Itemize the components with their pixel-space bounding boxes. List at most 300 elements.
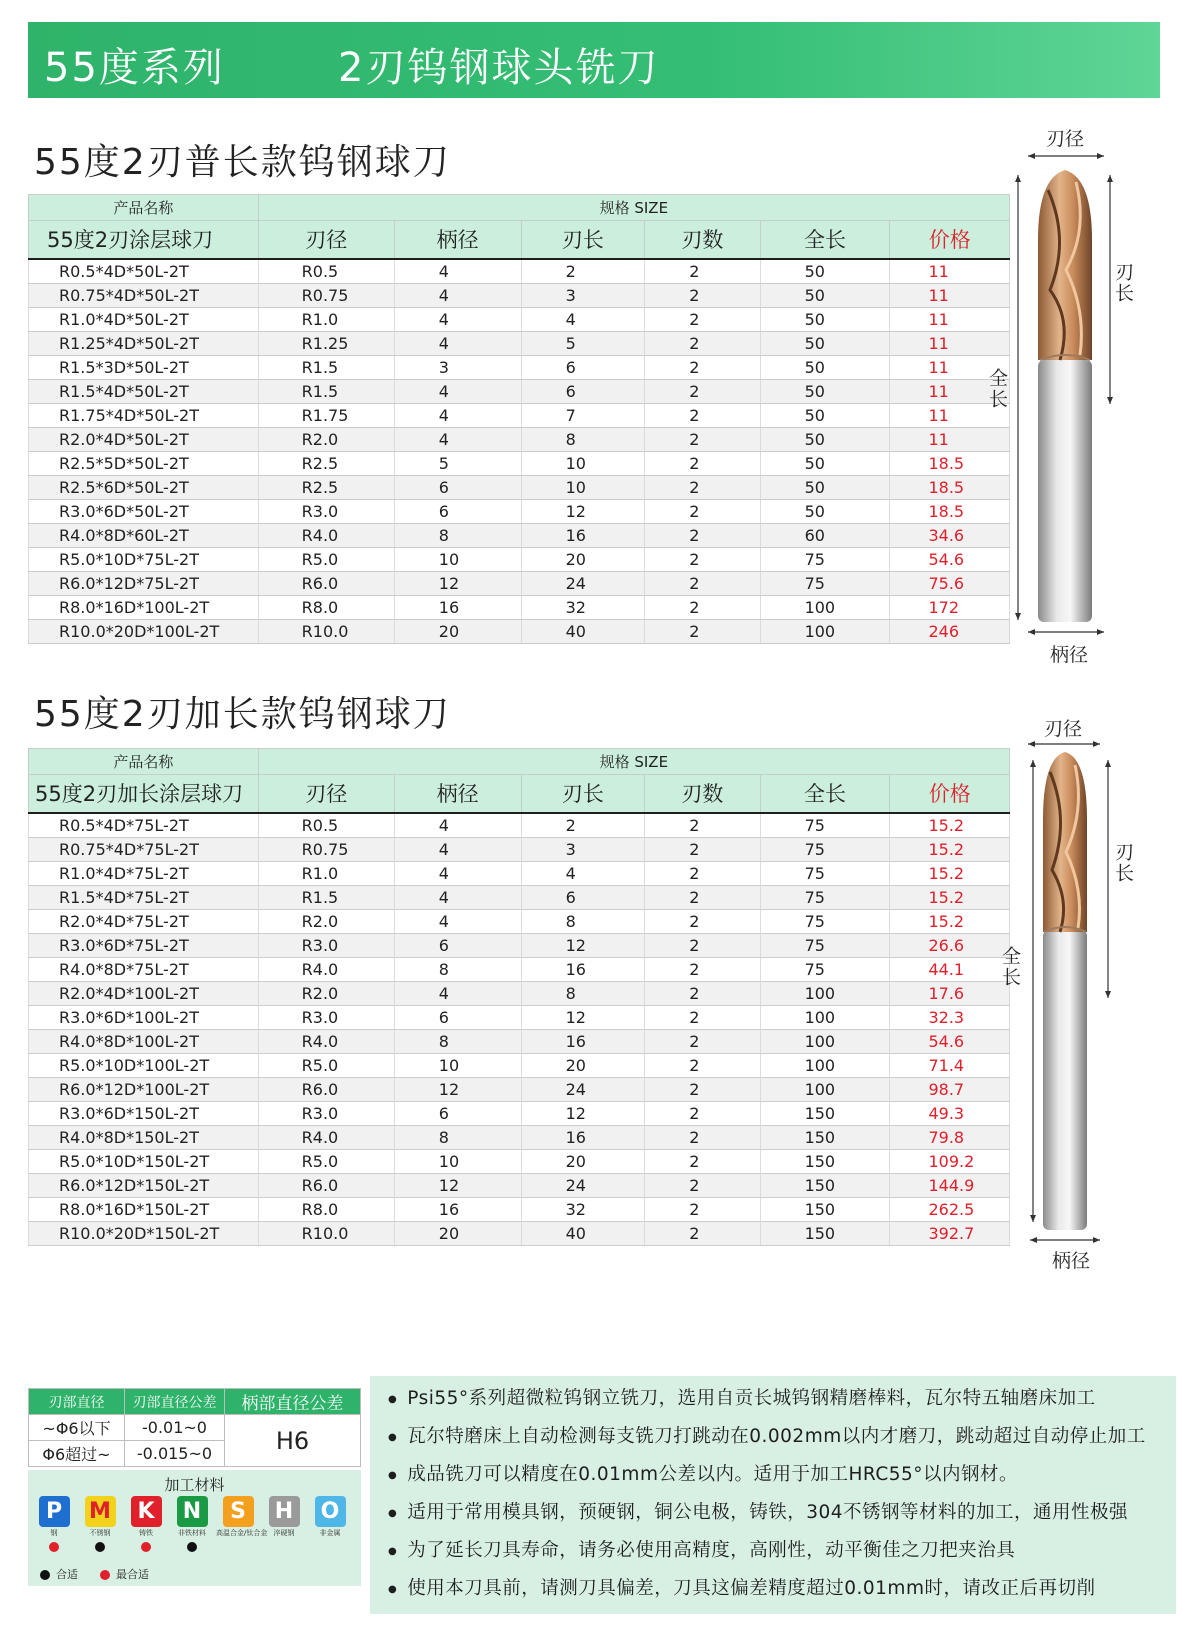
note-item: ● 成品铣刀可以精度在0.01mm公差以内。适用于加工HRC55°以内钢材。	[388, 1460, 1018, 1486]
cell-flutes: 2	[645, 307, 760, 331]
cell-blade-radius: R2.0	[258, 981, 394, 1005]
cell-flutes: 2	[645, 1221, 760, 1245]
cell-shank-diameter: 10	[394, 1149, 521, 1173]
table-row	[29, 595, 1010, 619]
label-total-length: 全长	[999, 946, 1021, 988]
suitability-dot	[141, 1542, 151, 1552]
cell-price: 54.6	[890, 547, 1010, 571]
cell-blade-length: 8	[521, 427, 645, 451]
suitability-dot	[233, 1542, 243, 1552]
materials-panel	[28, 1470, 361, 1586]
cell-product-model: R1.0*4D*50L-2T	[29, 307, 259, 331]
cell-shank-diameter: 12	[394, 1077, 521, 1101]
materials-title: 加工材料	[164, 1476, 225, 1494]
cell-flutes: 2	[645, 379, 760, 403]
end-mill-illustration	[1000, 710, 1170, 1250]
cell-total-length: 150	[760, 1149, 890, 1173]
cell-flutes: 2	[645, 1005, 760, 1029]
cell-product-model: R2.0*4D*50L-2T	[29, 427, 259, 451]
cell-price: 11	[890, 307, 1010, 331]
suitability-dot	[279, 1542, 289, 1552]
cell-flutes: 2	[645, 283, 760, 307]
tol-dia-row1: ~Φ6以下	[29, 1415, 125, 1441]
table-row	[29, 981, 1010, 1005]
suitability-dot	[95, 1542, 105, 1552]
cell-blade-radius: R1.5	[258, 379, 394, 403]
col-total-length: 全长	[760, 775, 890, 813]
cell-blade-radius: R8.0	[258, 595, 394, 619]
material-p	[32, 1496, 76, 1552]
header-product-name: 产品名称	[29, 195, 259, 221]
material-k	[124, 1496, 168, 1552]
cell-flutes: 2	[645, 523, 760, 547]
cell-blade-length: 20	[521, 547, 645, 571]
col-blade-length: 刃长	[521, 221, 645, 259]
cell-blade-length: 2	[521, 259, 645, 284]
cell-blade-length: 8	[521, 909, 645, 933]
cell-flutes: 2	[645, 475, 760, 499]
cell-blade-radius: R10.0	[258, 1221, 394, 1245]
cell-total-length: 150	[760, 1101, 890, 1125]
cell-price: 392.7	[890, 1221, 1010, 1245]
material-label: 不锈钢	[89, 1529, 111, 1537]
cell-product-model: R0.75*4D*50L-2T	[29, 283, 259, 307]
cell-total-length: 50	[760, 259, 890, 284]
cell-blade-length: 10	[521, 475, 645, 499]
col-blade-tolerance: 刃部直径公差	[125, 1389, 225, 1415]
cell-shank-diameter: 4	[394, 379, 521, 403]
material-h	[262, 1496, 306, 1552]
tol-dia-row2: Φ6超过~	[29, 1441, 125, 1467]
cell-shank-diameter: 10	[394, 1053, 521, 1077]
cell-shank-diameter: 4	[394, 981, 521, 1005]
col-blade-length: 刃长	[521, 775, 645, 813]
cell-blade-length: 12	[521, 499, 645, 523]
material-label: 非铁材料	[178, 1529, 206, 1537]
notes-panel	[370, 1376, 1176, 1614]
cell-flutes: 2	[645, 403, 760, 427]
material-letter: O	[315, 1496, 346, 1527]
cell-blade-radius: R0.5	[258, 259, 394, 284]
cell-total-length: 50	[760, 307, 890, 331]
note-item: ● Psi55°系列超微粒钨钢立铣刀，选用自贡长城钨钢精磨棒料，瓦尔特五轴磨床加工	[388, 1384, 1096, 1410]
cell-product-model: R3.0*6D*75L-2T	[29, 933, 259, 957]
suitability-dot	[187, 1542, 197, 1552]
material-letter: S	[223, 1496, 254, 1527]
cell-total-length: 75	[760, 837, 890, 861]
cell-shank-diameter: 4	[394, 307, 521, 331]
cell-product-model: R5.0*10D*150L-2T	[29, 1149, 259, 1173]
cell-price: 172	[890, 595, 1010, 619]
shank-tolerance-value: H6	[225, 1415, 361, 1467]
table-row	[29, 571, 1010, 595]
cell-shank-diameter: 12	[394, 571, 521, 595]
cell-blade-radius: R2.5	[258, 475, 394, 499]
cell-blade-length: 16	[521, 957, 645, 981]
table-row	[29, 475, 1010, 499]
cell-product-model: R8.0*16D*100L-2T	[29, 595, 259, 619]
cell-blade-length: 5	[521, 331, 645, 355]
table-row	[29, 909, 1010, 933]
cell-shank-diameter: 6	[394, 1101, 521, 1125]
cell-total-length: 150	[760, 1173, 890, 1197]
cell-blade-radius: R3.0	[258, 499, 394, 523]
table-row	[29, 547, 1010, 571]
table-row	[29, 499, 1010, 523]
cell-price: 98.7	[890, 1077, 1010, 1101]
section1-title: 55度2刃普长款钨钢球刀	[34, 142, 451, 183]
legend-best	[100, 1566, 149, 1582]
cell-product-model: R1.0*4D*75L-2T	[29, 861, 259, 885]
cell-blade-length: 32	[521, 595, 645, 619]
note-item: ● 使用本刀具前，请测刀具偏差，刀具这偏差精度超过0.01mm时，请改正后再切削	[388, 1574, 1095, 1600]
cell-shank-diameter: 20	[394, 619, 521, 643]
table-row	[29, 1005, 1010, 1029]
cell-blade-radius: R5.0	[258, 547, 394, 571]
table-row	[29, 885, 1010, 909]
table-row	[29, 1053, 1010, 1077]
cell-price: 15.2	[890, 813, 1010, 838]
cell-blade-radius: R2.0	[258, 909, 394, 933]
cell-price: 34.6	[890, 523, 1010, 547]
cell-price: 71.4	[890, 1053, 1010, 1077]
cell-price: 15.2	[890, 837, 1010, 861]
cell-blade-length: 3	[521, 837, 645, 861]
cell-price: 49.3	[890, 1101, 1010, 1125]
cell-blade-radius: R8.0	[258, 1197, 394, 1221]
material-label: 钢	[50, 1529, 58, 1537]
spec-table-extended	[28, 748, 1010, 1246]
material-s	[216, 1496, 268, 1552]
cell-total-length: 50	[760, 283, 890, 307]
cell-product-model: R1.5*4D*50L-2T	[29, 379, 259, 403]
cell-shank-diameter: 4	[394, 427, 521, 451]
cell-product-model: R1.75*4D*50L-2T	[29, 403, 259, 427]
cell-blade-length: 16	[521, 523, 645, 547]
cell-price: 15.2	[890, 909, 1010, 933]
cell-blade-radius: R0.5	[258, 813, 394, 838]
cell-shank-diameter: 4	[394, 813, 521, 838]
cell-product-model: R5.0*10D*75L-2T	[29, 547, 259, 571]
cell-total-length: 75	[760, 813, 890, 838]
cell-total-length: 100	[760, 981, 890, 1005]
cell-price: 262.5	[890, 1197, 1010, 1221]
cell-shank-diameter: 16	[394, 1197, 521, 1221]
cell-total-length: 75	[760, 885, 890, 909]
material-label: 淬硬钢	[273, 1529, 295, 1537]
cell-total-length: 50	[760, 475, 890, 499]
note-item: ● 适用于常用模具钢，预硬钢，铜公电极，铸铁，304不锈钢等材料的加工，通用性极强	[388, 1498, 1128, 1524]
cell-shank-diameter: 6	[394, 933, 521, 957]
cell-product-model: R4.0*8D*150L-2T	[29, 1125, 259, 1149]
cell-blade-length: 12	[521, 933, 645, 957]
col-total-length: 全长	[760, 221, 890, 259]
cell-blade-length: 10	[521, 451, 645, 475]
cell-flutes: 2	[645, 1197, 760, 1221]
cell-total-length: 100	[760, 1029, 890, 1053]
col-flutes: 刃数	[645, 775, 760, 813]
cell-blade-radius: R2.0	[258, 427, 394, 451]
cell-blade-length: 24	[521, 1173, 645, 1197]
table-row	[29, 1149, 1010, 1173]
cell-blade-length: 12	[521, 1005, 645, 1029]
cell-product-model: R3.0*6D*50L-2T	[29, 499, 259, 523]
table-row	[29, 355, 1010, 379]
cell-product-model: R0.75*4D*75L-2T	[29, 837, 259, 861]
cell-price: 11	[890, 355, 1010, 379]
cell-blade-radius: R4.0	[258, 957, 394, 981]
cell-total-length: 75	[760, 933, 890, 957]
cell-blade-radius: R2.5	[258, 451, 394, 475]
label-blade-diameter: 刃径	[1044, 718, 1083, 740]
cell-price: 32.3	[890, 1005, 1010, 1029]
cell-product-model: R4.0*8D*100L-2T	[29, 1029, 259, 1053]
cell-blade-radius: R1.0	[258, 307, 394, 331]
cell-shank-diameter: 10	[394, 547, 521, 571]
end-mill-diagram-extended	[1000, 710, 1170, 1280]
col-shank-tolerance: 柄部直径公差	[225, 1389, 361, 1415]
cell-price: 11	[890, 403, 1010, 427]
material-letter: P	[39, 1496, 70, 1527]
cell-flutes: 2	[645, 885, 760, 909]
cell-product-model: R2.0*4D*100L-2T	[29, 981, 259, 1005]
cell-total-length: 100	[760, 1077, 890, 1101]
material-letter: H	[269, 1496, 300, 1527]
table-row	[29, 1125, 1010, 1149]
cell-total-length: 75	[760, 571, 890, 595]
cell-product-model: R4.0*8D*60L-2T	[29, 523, 259, 547]
material-letter: N	[177, 1496, 208, 1527]
cell-blade-radius: R1.0	[258, 861, 394, 885]
cell-shank-diameter: 20	[394, 1221, 521, 1245]
cell-shank-diameter: 5	[394, 451, 521, 475]
table-row	[29, 259, 1010, 284]
cell-blade-length: 20	[521, 1149, 645, 1173]
col-blade-diameter: 刃径	[258, 775, 394, 813]
col-price: 价格	[890, 775, 1010, 813]
end-mill-illustration	[1000, 120, 1170, 640]
cell-shank-diameter: 4	[394, 259, 521, 284]
cell-blade-length: 12	[521, 1101, 645, 1125]
cell-total-length: 100	[760, 1053, 890, 1077]
cell-blade-length: 3	[521, 283, 645, 307]
legend-dot-good	[40, 1570, 50, 1580]
suitability-dot	[49, 1542, 59, 1552]
table-row	[29, 1077, 1010, 1101]
material-m	[78, 1496, 122, 1552]
cell-flutes: 2	[645, 259, 760, 284]
cell-product-model: R1.25*4D*50L-2T	[29, 331, 259, 355]
cell-price: 15.2	[890, 885, 1010, 909]
tolerance-table	[28, 1388, 361, 1467]
cell-flutes: 2	[645, 933, 760, 957]
cell-shank-diameter: 8	[394, 1125, 521, 1149]
cell-blade-radius: R3.0	[258, 1005, 394, 1029]
cell-product-model: R1.5*3D*50L-2T	[29, 355, 259, 379]
note-item: ● 瓦尔特磨床上自动检测每支铣刀打跳动在0.002mm以内才磨刀，跳动超过自动停止加工	[388, 1422, 1146, 1448]
cell-price: 11	[890, 259, 1010, 284]
cell-price: 79.8	[890, 1125, 1010, 1149]
table-row	[29, 813, 1010, 838]
cell-product-model: R6.0*12D*75L-2T	[29, 571, 259, 595]
cell-flutes: 2	[645, 451, 760, 475]
legend-good-label: 合适	[56, 1568, 78, 1581]
series-title: 55度系列	[44, 45, 225, 91]
cell-total-length: 150	[760, 1221, 890, 1245]
cell-total-length: 50	[760, 379, 890, 403]
material-o	[308, 1496, 352, 1552]
cell-product-model: R10.0*20D*150L-2T	[29, 1221, 259, 1245]
cell-total-length: 60	[760, 523, 890, 547]
cell-flutes: 2	[645, 813, 760, 838]
label-blade-length: 刃长	[1112, 842, 1134, 884]
legend-best-label: 最合适	[116, 1568, 149, 1581]
cell-blade-radius: R0.75	[258, 837, 394, 861]
cell-blade-radius: R1.75	[258, 403, 394, 427]
cell-blade-length: 32	[521, 1197, 645, 1221]
cell-blade-radius: R5.0	[258, 1149, 394, 1173]
cell-price: 11	[890, 331, 1010, 355]
cell-flutes: 2	[645, 837, 760, 861]
table-row	[29, 379, 1010, 403]
cell-blade-radius: R5.0	[258, 1053, 394, 1077]
cell-total-length: 150	[760, 1197, 890, 1221]
legend-dot-best	[100, 1570, 110, 1580]
cell-product-model: R3.0*6D*100L-2T	[29, 1005, 259, 1029]
cell-flutes: 2	[645, 355, 760, 379]
cell-shank-diameter: 4	[394, 331, 521, 355]
cell-price: 246	[890, 619, 1010, 643]
cell-blade-length: 16	[521, 1125, 645, 1149]
cell-blade-length: 40	[521, 1221, 645, 1245]
section2-title: 55度2刃加长款钨钢球刀	[34, 694, 451, 735]
cell-flutes: 2	[645, 1125, 760, 1149]
cell-product-model: R10.0*20D*100L-2T	[29, 619, 259, 643]
spec-table-standard	[28, 194, 1010, 644]
cell-flutes: 2	[645, 571, 760, 595]
cell-flutes: 2	[645, 1173, 760, 1197]
cell-price: 11	[890, 283, 1010, 307]
cell-price: 26.6	[890, 933, 1010, 957]
cell-blade-radius: R1.5	[258, 885, 394, 909]
cell-shank-diameter: 6	[394, 1005, 521, 1029]
cell-price: 18.5	[890, 451, 1010, 475]
table-row	[29, 619, 1010, 643]
table-row	[29, 523, 1010, 547]
cell-price: 109.2	[890, 1149, 1010, 1173]
table-row	[29, 1197, 1010, 1221]
cell-blade-length: 8	[521, 981, 645, 1005]
cell-shank-diameter: 3	[394, 355, 521, 379]
cell-total-length: 75	[760, 547, 890, 571]
cell-shank-diameter: 4	[394, 837, 521, 861]
col-product: 55度2刃加长涂层球刀	[29, 775, 259, 813]
cell-blade-radius: R3.0	[258, 1101, 394, 1125]
cell-price: 17.6	[890, 981, 1010, 1005]
material-letter: M	[85, 1496, 116, 1527]
cell-blade-length: 4	[521, 307, 645, 331]
cell-flutes: 2	[645, 981, 760, 1005]
cell-total-length: 75	[760, 909, 890, 933]
cell-blade-radius: R4.0	[258, 1125, 394, 1149]
cell-total-length: 50	[760, 451, 890, 475]
cell-flutes: 2	[645, 1149, 760, 1173]
table-row	[29, 837, 1010, 861]
header-product-name: 产品名称	[29, 749, 259, 775]
cell-price: 15.2	[890, 861, 1010, 885]
col-flutes: 刃数	[645, 221, 760, 259]
cell-shank-diameter: 4	[394, 403, 521, 427]
tol-value-row1: -0.01~0	[125, 1415, 225, 1441]
cell-product-model: R0.5*4D*75L-2T	[29, 813, 259, 838]
suitability-dot	[325, 1542, 335, 1552]
top-banner	[28, 22, 1160, 98]
cell-product-model: R1.5*4D*75L-2T	[29, 885, 259, 909]
cell-blade-length: 6	[521, 355, 645, 379]
label-total-length: 全长	[986, 368, 1008, 410]
cell-shank-diameter: 6	[394, 499, 521, 523]
col-shank-diameter: 柄径	[394, 221, 521, 259]
cell-product-model: R5.0*10D*100L-2T	[29, 1053, 259, 1077]
cell-flutes: 2	[645, 595, 760, 619]
cell-shank-diameter: 4	[394, 861, 521, 885]
col-blade-diameter: 刃部直径	[29, 1389, 125, 1415]
table-row	[29, 307, 1010, 331]
end-mill-diagram-standard	[986, 120, 1170, 666]
cell-flutes: 2	[645, 1029, 760, 1053]
cell-flutes: 2	[645, 619, 760, 643]
material-n	[170, 1496, 214, 1552]
cell-price: 44.1	[890, 957, 1010, 981]
cell-blade-radius: R6.0	[258, 571, 394, 595]
table-row	[29, 957, 1010, 981]
cell-price: 11	[890, 427, 1010, 451]
cell-product-model: R6.0*12D*150L-2T	[29, 1173, 259, 1197]
cell-flutes: 2	[645, 909, 760, 933]
cell-shank-diameter: 4	[394, 909, 521, 933]
col-blade-diameter: 刃径	[258, 221, 394, 259]
material-letter: K	[131, 1496, 162, 1527]
cell-blade-length: 4	[521, 861, 645, 885]
cell-total-length: 50	[760, 403, 890, 427]
cell-product-model: R8.0*16D*150L-2T	[29, 1197, 259, 1221]
cell-flutes: 2	[645, 1101, 760, 1125]
cell-shank-diameter: 8	[394, 957, 521, 981]
cell-blade-radius: R6.0	[258, 1173, 394, 1197]
header-spec-size: 规格 SIZE	[258, 749, 1009, 775]
cell-blade-length: 6	[521, 885, 645, 909]
cell-blade-radius: R1.5	[258, 355, 394, 379]
cell-blade-length: 7	[521, 403, 645, 427]
table-row	[29, 451, 1010, 475]
cell-price: 18.5	[890, 475, 1010, 499]
cell-blade-radius: R6.0	[258, 1077, 394, 1101]
cell-blade-radius: R4.0	[258, 523, 394, 547]
cell-blade-length: 16	[521, 1029, 645, 1053]
cell-flutes: 2	[645, 427, 760, 451]
cell-product-model: R6.0*12D*100L-2T	[29, 1077, 259, 1101]
material-label: 非金属	[319, 1529, 341, 1537]
note-item: ● 为了延长刀具寿命，请务必使用高精度，高刚性，动平衡佳之刀把夹治具	[388, 1536, 1015, 1562]
table-row	[29, 283, 1010, 307]
table-row	[29, 1173, 1010, 1197]
col-shank-diameter: 柄径	[394, 775, 521, 813]
table-row	[29, 933, 1010, 957]
cell-total-length: 100	[760, 619, 890, 643]
cell-blade-radius: R4.0	[258, 1029, 394, 1053]
cell-total-length: 75	[760, 957, 890, 981]
cell-shank-diameter: 4	[394, 885, 521, 909]
